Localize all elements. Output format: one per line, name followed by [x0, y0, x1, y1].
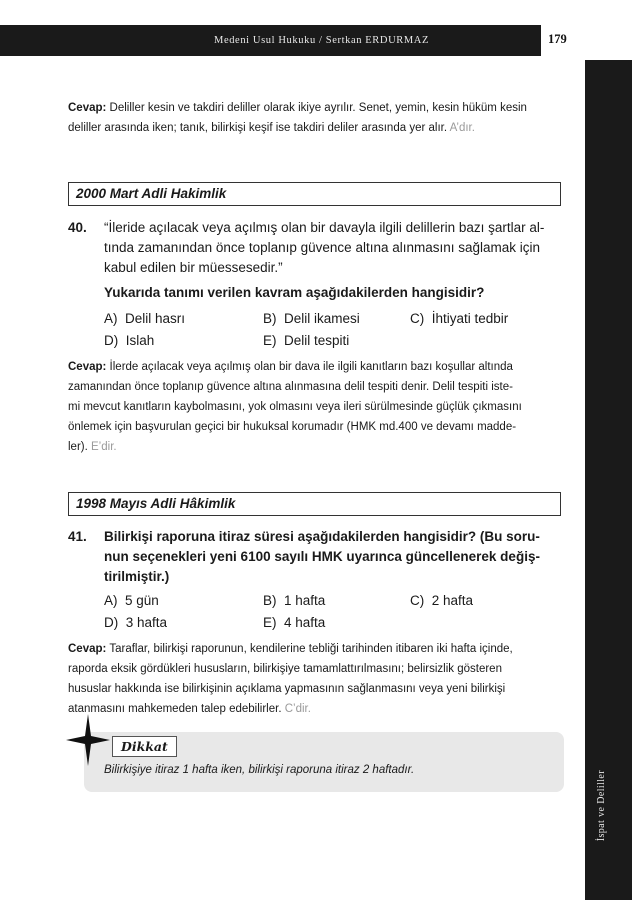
exam-heading-box [68, 182, 561, 206]
running-title: Medeni Usul Hukuku / Sertkan ERDURMAZ [214, 35, 429, 46]
option-text: 2 hafta [431, 593, 474, 608]
answer-label: Cevap: [68, 102, 107, 114]
chapter-side-bar [585, 60, 632, 900]
question-line: kabul edilen bir müessesedir.” [104, 260, 283, 275]
exam-heading-box [68, 492, 561, 516]
answer-paragraph [68, 357, 563, 457]
option-letter: C) [410, 593, 425, 608]
answer-line: raporda eksik gördükleri hususların, bilirkişiye tamamlattırılmasını; belirsizlik gösteren [68, 663, 502, 675]
option-d [104, 331, 154, 351]
option-letter: E) [263, 333, 277, 348]
option-text: 4 hafta [284, 615, 326, 630]
answer-line: mi mevcut kanıtların kaybolmasını, yok olmasını veya ileri sürülmesinde güçlük çıkmasını [68, 401, 522, 413]
option-letter: C) [410, 311, 425, 326]
option-text: 3 hafta [125, 615, 168, 630]
answer-label: Cevap: [68, 361, 107, 373]
option-text: Delil ikamesi [284, 311, 360, 326]
sparkle-star-icon [66, 714, 110, 766]
answer-line: atanmasını mahkemeden talep edebilirler. [68, 703, 282, 715]
note-tab: Dikkat [112, 736, 177, 757]
answer-line: deliller arasında iken; tanık, bilirkişi keşif ise takdiri deliler arasında yer alır. [68, 122, 448, 134]
page-number: 179 [548, 32, 567, 46]
exam-heading: 2000 Mart Adli Hakimlik [76, 186, 227, 201]
question-number: 41. [68, 529, 87, 544]
option-letter: A) [104, 593, 118, 608]
question-line: nun seçenekleri yeni 6100 sayılı HMK uyarınca güncellenerek değiş- [104, 549, 540, 564]
option-a [104, 591, 159, 611]
question-line: Bilirkişi raporuna itiraz süresi aşağıdakilerden hangisidir? (Bu soru- [104, 529, 540, 544]
option-d [104, 613, 167, 633]
option-c [410, 309, 508, 329]
option-b [263, 591, 325, 611]
option-text: 1 hafta [284, 593, 326, 608]
option-letter: B) [263, 311, 277, 326]
answer-line: İlerde açılacak veya açılmış olan bir dava ile ilgili kanıtların bazı koşullar altında [106, 361, 513, 373]
option-text: Delil hasrı [125, 311, 186, 326]
answer-label: Cevap: [68, 643, 107, 655]
option-e [263, 613, 325, 633]
answer-line: önlemek için başvurulan geçici bir hukuksal korumadır (HMK md.400 ve devamı madde- [68, 421, 517, 433]
question-number: 40. [68, 220, 87, 235]
option-letter: A) [104, 311, 118, 326]
note-text: Bilirkişiye itiraz 1 hafta iken, bilirkişi raporuna itiraz 2 haftadır. [104, 764, 415, 776]
answer-line: Deliller kesin ve takdiri deliller olarak ikiye ayrılır. Senet, yemin, kesin hüküm kesin [106, 102, 527, 114]
chapter-side-label: İspat ve Deliller [596, 770, 607, 842]
answer-key: A’dır. [449, 122, 475, 134]
option-a [104, 309, 185, 329]
question-text [104, 218, 563, 278]
answer-line: zamanından önce toplanıp güvence altına alınmasına delil tespiti denir. Delil tespiti iste- [68, 381, 513, 393]
answer-line: hususlar hakkında ise bilirkişinin açıklama yapmasının sağlanmasını veya yeni bilirkişi [68, 683, 506, 695]
question-prompt: Yukarıda tanımı verilen kavram aşağıdakilerden hangisidir? [104, 285, 485, 300]
question-line: tında zamanından önce toplanıp güvence altına alınmasını sağlamak için [104, 240, 541, 255]
exam-heading: 1998 Mayıs Adli Hâkimlik [76, 496, 236, 511]
answer-line: Taraflar, bilirkişi raporunun, kendilerine tebliği tarihinden itibaren iki hafta içinde, [106, 643, 513, 655]
intro-answer-paragraph [68, 98, 563, 138]
option-text: Delil tespiti [284, 333, 350, 348]
option-text: Islah [125, 333, 155, 348]
answer-line: ler). [68, 441, 88, 453]
option-c [410, 591, 473, 611]
option-e [263, 331, 349, 351]
option-text: 5 gün [125, 593, 159, 608]
answer-key: C’dir. [284, 703, 311, 715]
answer-key: E’dir. [91, 441, 117, 453]
question-line: “İleride açılacak veya açılmış olan bir davayla ilgili delillerin bazı şartlar al- [104, 220, 545, 235]
option-letter: D) [104, 333, 119, 348]
answer-paragraph [68, 639, 563, 719]
option-text: İhtiyati tedbir [431, 311, 509, 326]
running-header [0, 25, 541, 56]
question-line: tirilmiştir.) [104, 569, 170, 584]
question-text [104, 527, 563, 587]
option-b [263, 309, 360, 329]
option-letter: D) [104, 615, 119, 630]
option-letter: B) [263, 593, 277, 608]
option-letter: E) [263, 615, 277, 630]
